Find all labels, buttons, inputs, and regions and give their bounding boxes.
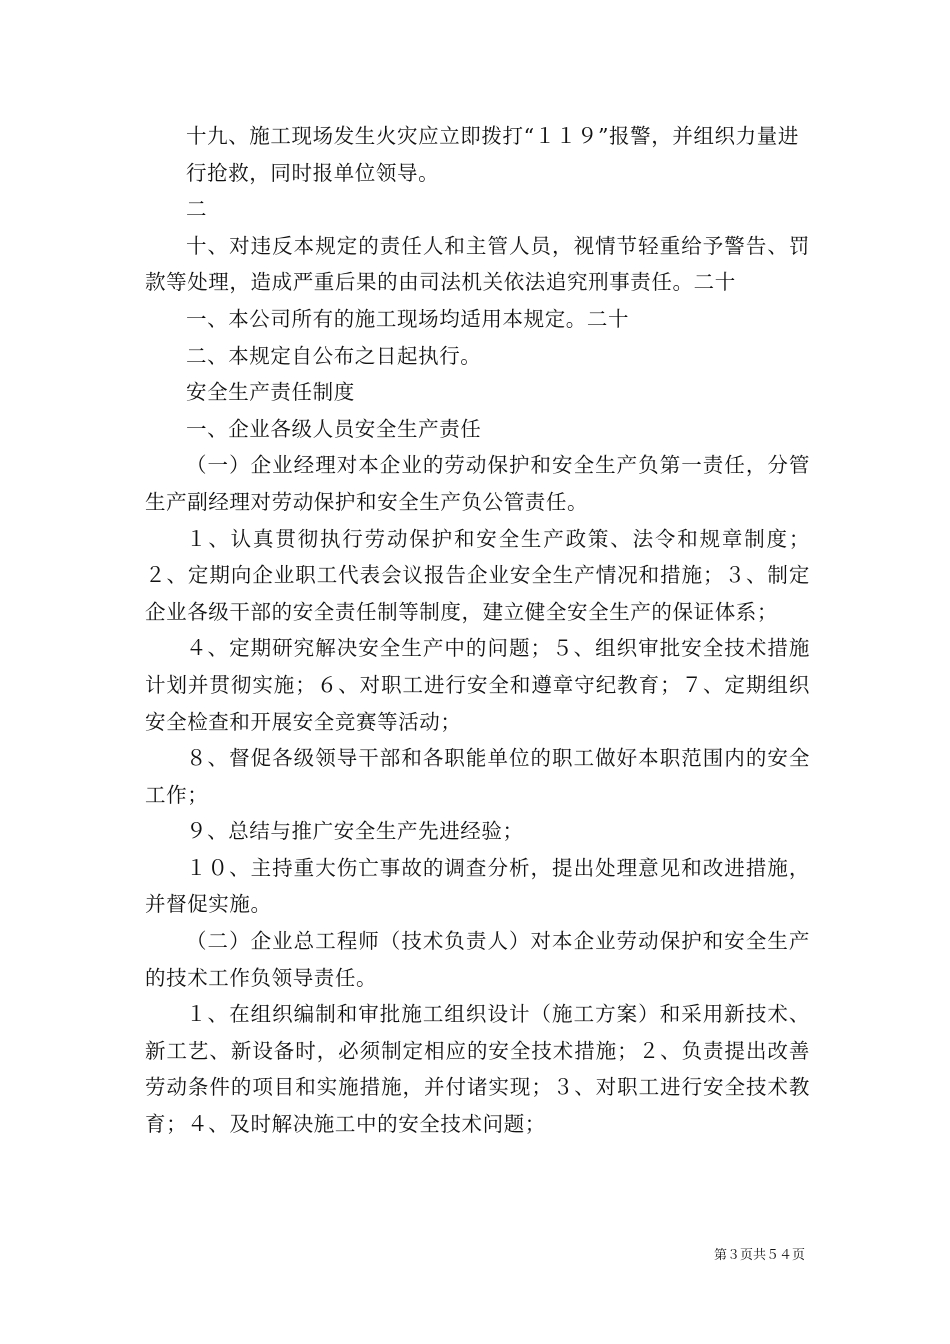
document-body (145, 118, 810, 1143)
paragraph-item-10: １０、主持重大伤亡事故的调查分析，提出处理意见和改进措施，并督促实施。 (145, 855, 810, 917)
paragraph-items-4-7: ４、定期研究解决安全生产中的问题；５、组织审批安全技术措施计划并贯彻实施；６、对职工进行安全和遵章守纪教育；７、定期组织安全检查和开展安全竞赛等活动； (145, 636, 810, 734)
paragraph-item-9: ９、总结与推广安全生产先进经验； (186, 819, 524, 844)
paragraph-scope: 一、本公司所有的施工现场均适用本规定。二十 (186, 306, 630, 331)
page-number: 第３页共５４页 (713, 1248, 805, 1263)
paragraph-number-fragment: 二 (186, 197, 208, 222)
paragraph-items-1-3: １、认真贯彻执行劳动保护和安全生产政策、法令和规章制度；２、定期向企业职工代表会议报告企业安全生产情况和措施；３、制定企业各级干部的安全责任制等制度，建立健全安全生产的保证体系； (145, 526, 810, 624)
paragraph-manager-duty: （一）企业经理对本企业的劳动保护和安全生产负第一责任，分管生产副经理对劳动保护和安全生产负公管责任。 (145, 453, 810, 514)
paragraph-engineer-items: １、在组织编制和审批施工组织设计（施工方案）和采用新技术、新工艺、新设备时，必须制定相应的安全技术措施；２、负责提出改善劳动条件的项目和实施措施，并付诸实现；３、对职工进行安全技术教育；４、及时解决施工中的安全技术问题； (145, 1002, 810, 1137)
paragraph-rescue: 行抢救，同时报单位领导。 (186, 160, 440, 185)
paragraph-penalty: 十、对违反本规定的责任人和主管人员，视情节轻重给予警告、罚款等处理，造成严重后果的由司法机关依法追究刑事责任。二十 (145, 233, 810, 295)
paragraph-item-8: ８、督促各级领导干部和各职能单位的职工做好本职范围内的安全工作； (145, 746, 810, 807)
subsection-heading: 一、企业各级人员安全生产责任 (186, 416, 482, 441)
paragraph-fire-alarm: 十九、施工现场发生火灾应立即拨打“１１９”报警，并组织力量进 (186, 124, 799, 148)
section-heading: 安全生产责任制度 (186, 380, 355, 405)
paragraph-effective: 二、本规定自公布之日起执行。 (186, 343, 482, 368)
paragraph-chief-engineer: （二）企业总工程师（技术负责人）对本企业劳动保护和安全生产的技术工作负领导责任。 (145, 929, 810, 990)
